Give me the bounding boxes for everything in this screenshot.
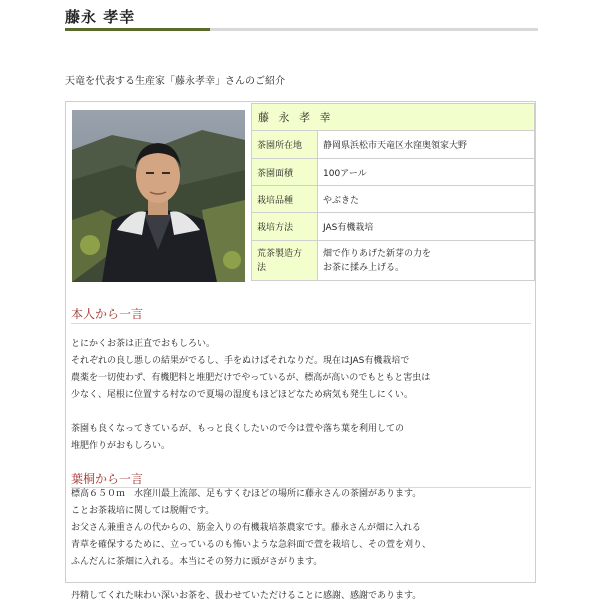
- value-processing-line1: 畑で作りあげた新芽の力を: [323, 248, 432, 259]
- section1-line: 農薬を一切使わず、有機肥料と堆肥だけでやっているが、標高が高いのでもともと害虫は: [71, 373, 431, 383]
- label-location: 茶園所在地: [252, 131, 318, 159]
- producer-name: 藤 永 孝 幸: [252, 104, 535, 131]
- section2-heading: 葉桐から一言: [71, 472, 144, 486]
- section2-line: お父さん兼重さんの代からの、筋金入りの有機栽培茶農家です。藤永さんが畑に入れる: [71, 523, 421, 533]
- label-area: 茶園面積: [252, 159, 318, 186]
- title-underline-accent: [65, 28, 210, 31]
- value-location: 静岡県浜松市天竜区水窪奥領家大野: [318, 131, 535, 159]
- section2-spacer: [71, 571, 431, 588]
- value-method: JAS有機栽培: [318, 213, 535, 241]
- section1-divider: [71, 323, 531, 324]
- section2-line: ことお茶栽培に関しては脱帽です。: [71, 506, 215, 516]
- section1-spacer: [71, 404, 430, 421]
- value-processing-line2: お茶に揉み上げる。: [323, 262, 405, 273]
- label-processing-line2: 法: [257, 262, 267, 273]
- section1-line: 少なく、尾根に位置する村なので夏場の湿度もほどほどなため病気も発生しにくい。: [71, 390, 413, 400]
- title-underline: [65, 28, 538, 31]
- section1-heading: 本人から一言: [71, 307, 144, 321]
- section2-body: [71, 486, 431, 605]
- page-title: 藤永 孝幸: [65, 8, 136, 26]
- section1-body: [71, 336, 430, 455]
- value-variety: やぶきた: [318, 186, 535, 213]
- section2-line: 標高６５０ｍ 水窪川最上流部、足もすくむほどの場所に藤永さんの茶園があります。: [71, 489, 422, 499]
- section1-line: それぞれの良し悪しの結果がでるし、手をぬけばそれなりだ。現在はJAS有機栽培で: [71, 356, 410, 366]
- section2-line: 青草を確保するために、立っているのも怖いような急斜面で萱を栽培し、その萱を刈り、: [71, 540, 432, 550]
- label-variety: 栽培品種: [252, 186, 318, 213]
- label-processing: [252, 241, 318, 281]
- section1-line: 茶園も良くなってきているが、もっと良くしたいので今は萱や落ち葉を利用しての: [71, 424, 405, 434]
- intro-text: 天竜を代表する生産家「藤永孝幸」さんのご紹介: [65, 76, 285, 87]
- label-method: 栽培方法: [252, 213, 318, 241]
- farmer-portrait-photo: [72, 110, 245, 282]
- value-area: 100アール: [318, 159, 535, 186]
- section2-line: 丹精してくれた味わい深いお茶を、扱わせていただけることに感謝、感謝であります。: [71, 591, 422, 601]
- section2-line: ふんだんに茶畑に入れる。本当にその努力に頭がさがります。: [71, 557, 323, 567]
- label-processing-line1: 荒茶製造方: [257, 248, 303, 259]
- section1-line: 堆肥作りがおもしろい。: [71, 441, 171, 451]
- producer-card: [65, 101, 536, 601]
- section1-line: とにかくお茶は正直でおもしろい。: [71, 339, 216, 349]
- profile-table: [251, 103, 535, 281]
- value-processing: [318, 241, 535, 281]
